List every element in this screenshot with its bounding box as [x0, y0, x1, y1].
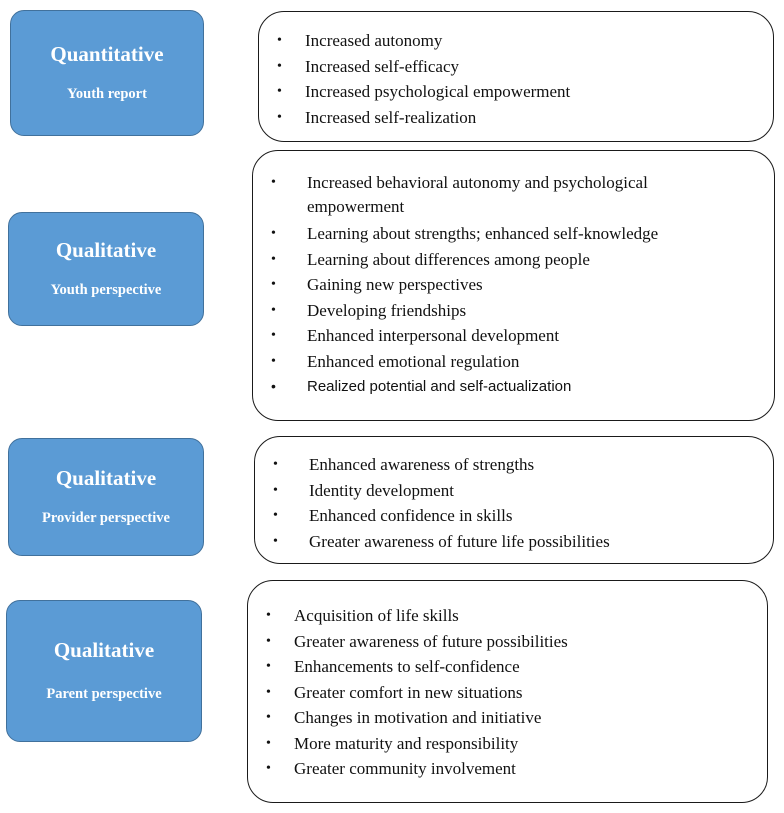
tag-title: Qualitative: [55, 238, 157, 263]
list-item: • Enhanced interpersonal development: [253, 323, 744, 349]
tag-title: Quantitative: [50, 42, 164, 67]
tag-qualitative-parent-perspective: [6, 600, 202, 742]
list-item: • Increased self-efficacy: [259, 54, 773, 80]
list-item: • Increased behavioral autonomy and psychological empowerment: [253, 171, 744, 219]
list-item: • Developing friendships: [253, 298, 744, 324]
tag-qualitative-provider-perspective: [8, 438, 204, 556]
list-item: • Increased psychological empowerment: [259, 79, 773, 105]
list-item: • Realized potential and self-actualization: [253, 374, 744, 400]
list-item: • Greater awareness of future possibilities: [248, 629, 767, 655]
list-item: • Greater awareness of future life possibilities: [255, 529, 773, 555]
list-item: • More maturity and responsibility: [248, 731, 767, 757]
tag-quantitative-youth-report: [10, 10, 204, 136]
list-item: • Acquisition of life skills: [248, 603, 767, 629]
list-item: • Changes in motivation and initiative: [248, 705, 767, 731]
list-item: • Enhanced confidence in skills: [255, 503, 773, 529]
list-item: • Increased self-realization: [259, 105, 773, 131]
tag-title: Qualitative: [55, 466, 157, 491]
outcomes-list: [248, 603, 767, 782]
list-item: • Learning about differences among people: [253, 247, 744, 273]
list-item: • Enhanced emotional regulation: [253, 349, 744, 375]
list-item: • Greater community involvement: [248, 756, 767, 782]
tag-subtitle: Parent perspective: [46, 686, 162, 703]
outcomes-list: [259, 28, 773, 130]
tag-subtitle: Youth perspective: [50, 282, 162, 299]
list-item: • Gaining new perspectives: [253, 272, 744, 298]
outcomes-box-provider-perspective: [254, 436, 774, 564]
list-item: • Enhanced awareness of strengths: [255, 452, 773, 478]
outcomes-list: [253, 171, 774, 400]
outcomes-box-youth-perspective: [252, 150, 775, 421]
tag-qualitative-youth-perspective: [8, 212, 204, 326]
list-item: • Enhancements to self-confidence: [248, 654, 767, 680]
outcomes-box-youth-report: [258, 11, 774, 142]
list-item: • Greater comfort in new situations: [248, 680, 767, 706]
list-item: • Identity development: [255, 478, 773, 504]
tag-title: Qualitative: [53, 638, 155, 663]
list-item: • Learning about strengths; enhanced self-knowledge: [253, 221, 744, 247]
outcomes-box-parent-perspective: [247, 580, 768, 803]
list-item: • Increased autonomy: [259, 28, 773, 54]
outcomes-list: [255, 452, 773, 554]
tag-subtitle: Youth report: [67, 86, 147, 103]
tag-subtitle: Provider perspective: [42, 510, 170, 527]
